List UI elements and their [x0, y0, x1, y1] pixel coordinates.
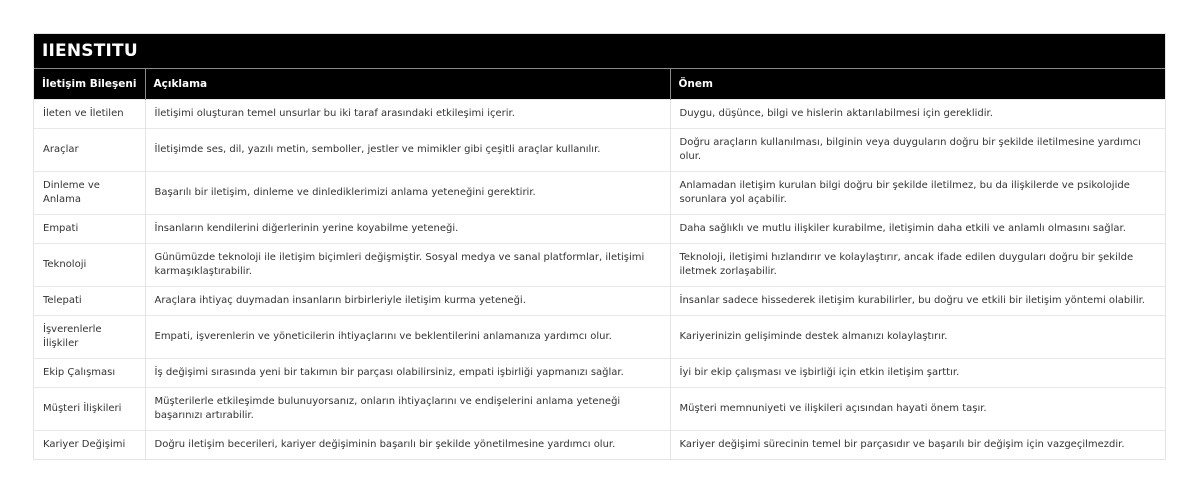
- table-row: [34, 358, 1165, 387]
- cell-importance: Teknoloji, iletişimi hızlandırır ve kolaylaştırır, ancak ifade edilen duyguları doğru bir şekilde iletmek zorlaşabilir.: [670, 243, 1165, 286]
- cell-description: Başarılı bir iletişim, dinleme ve dinlediklerimizi anlama yeteneğini gerektirir.: [145, 171, 670, 214]
- table-row: [34, 214, 1165, 243]
- table-row: [34, 286, 1165, 315]
- cell-importance: İyi bir ekip çalışması ve işbirliği için etkin iletişim şarttır.: [670, 358, 1165, 387]
- table-row: [34, 315, 1165, 358]
- table-title: IIENSTITU: [34, 34, 1165, 69]
- table-body: [34, 99, 1165, 459]
- cell-component: Empati: [34, 214, 145, 243]
- column-header-importance: Önem: [670, 69, 1165, 99]
- table-row: [34, 99, 1165, 128]
- cell-importance: Duygu, düşünce, bilgi ve hislerin aktarılabilmesi için gereklidir.: [670, 99, 1165, 128]
- cell-description: Empati, işverenlerin ve yöneticilerin ihtiyaçlarını ve beklentilerini anlamanıza yardımcı olur.: [145, 315, 670, 358]
- cell-importance: Anlamadan iletişim kurulan bilgi doğru bir şekilde iletilmez, bu da ilişkilerde ve psikolojide sorunlara yol açabilir.: [670, 171, 1165, 214]
- cell-description: Müşterilerle etkileşimde bulunuyorsanız, onların ihtiyaçlarını ve endişelerini anlama yeteneği başarınızı artırabilir.: [145, 387, 670, 430]
- cell-importance: İnsanlar sadece hissederek iletişim kurabilirler, bu doğru ve etkili bir iletişim yöntemi olabilir.: [670, 286, 1165, 315]
- cell-importance: Müşteri memnuniyeti ve ilişkileri açısından hayati önem taşır.: [670, 387, 1165, 430]
- cell-description: İş değişimi sırasında yeni bir takımın bir parçası olabilirsiniz, empati işbirliği yapmanızı sağlar.: [145, 358, 670, 387]
- table-row: [34, 128, 1165, 171]
- cell-importance: Daha sağlıklı ve mutlu ilişkiler kurabilme, iletişimin daha etkili ve anlamlı olmasını sağlar.: [670, 214, 1165, 243]
- cell-importance: Kariyer değişimi sürecinin temel bir parçasıdır ve başarılı bir değişim için vazgeçilmezdir.: [670, 430, 1165, 459]
- cell-importance: Kariyerinizin gelişiminde destek almanızı kolaylaştırır.: [670, 315, 1165, 358]
- cell-component: Ekip Çalışması: [34, 358, 145, 387]
- cell-component: Dinleme ve Anlama: [34, 171, 145, 214]
- cell-component: Müşteri İlişkileri: [34, 387, 145, 430]
- cell-description: Doğru iletişim becerileri, kariyer değişiminin başarılı bir şekilde yönetilmesine yardımcı olur.: [145, 430, 670, 459]
- table-row: [34, 243, 1165, 286]
- cell-description: İletişimde ses, dil, yazılı metin, semboller, jestler ve mimikler gibi çeşitli araçlar kullanılır.: [145, 128, 670, 171]
- cell-component: Teknoloji: [34, 243, 145, 286]
- communication-components-table: [34, 69, 1165, 459]
- cell-component: Telepati: [34, 286, 145, 315]
- cell-component: İleten ve İletilen: [34, 99, 145, 128]
- cell-description: İnsanların kendilerini diğerlerinin yerine koyabilme yeteneği.: [145, 214, 670, 243]
- cell-description: Günümüzde teknoloji ile iletişim biçimleri değişmiştir. Sosyal medya ve sanal platformlar, iletişimi karmaşıklaştırabilir.: [145, 243, 670, 286]
- column-header-description: Açıklama: [145, 69, 670, 99]
- cell-component: Kariyer Değişimi: [34, 430, 145, 459]
- cell-component: Araçlar: [34, 128, 145, 171]
- cell-description: Araçlara ihtiyaç duymadan insanların birbirleriyle iletişim kurma yeteneği.: [145, 286, 670, 315]
- header-row: [34, 69, 1165, 99]
- cell-importance: Doğru araçların kullanılması, bilginin veya duyguların doğru bir şekilde iletilmesine yardımcı olur.: [670, 128, 1165, 171]
- communication-table-container: [33, 33, 1166, 460]
- table-row: [34, 171, 1165, 214]
- table-row: [34, 430, 1165, 459]
- cell-description: İletişimi oluşturan temel unsurlar bu iki taraf arasındaki etkileşimi içerir.: [145, 99, 670, 128]
- column-header-component: İletişim Bileşeni: [34, 69, 145, 99]
- table-row: [34, 387, 1165, 430]
- cell-component: İşverenlerle İlişkiler: [34, 315, 145, 358]
